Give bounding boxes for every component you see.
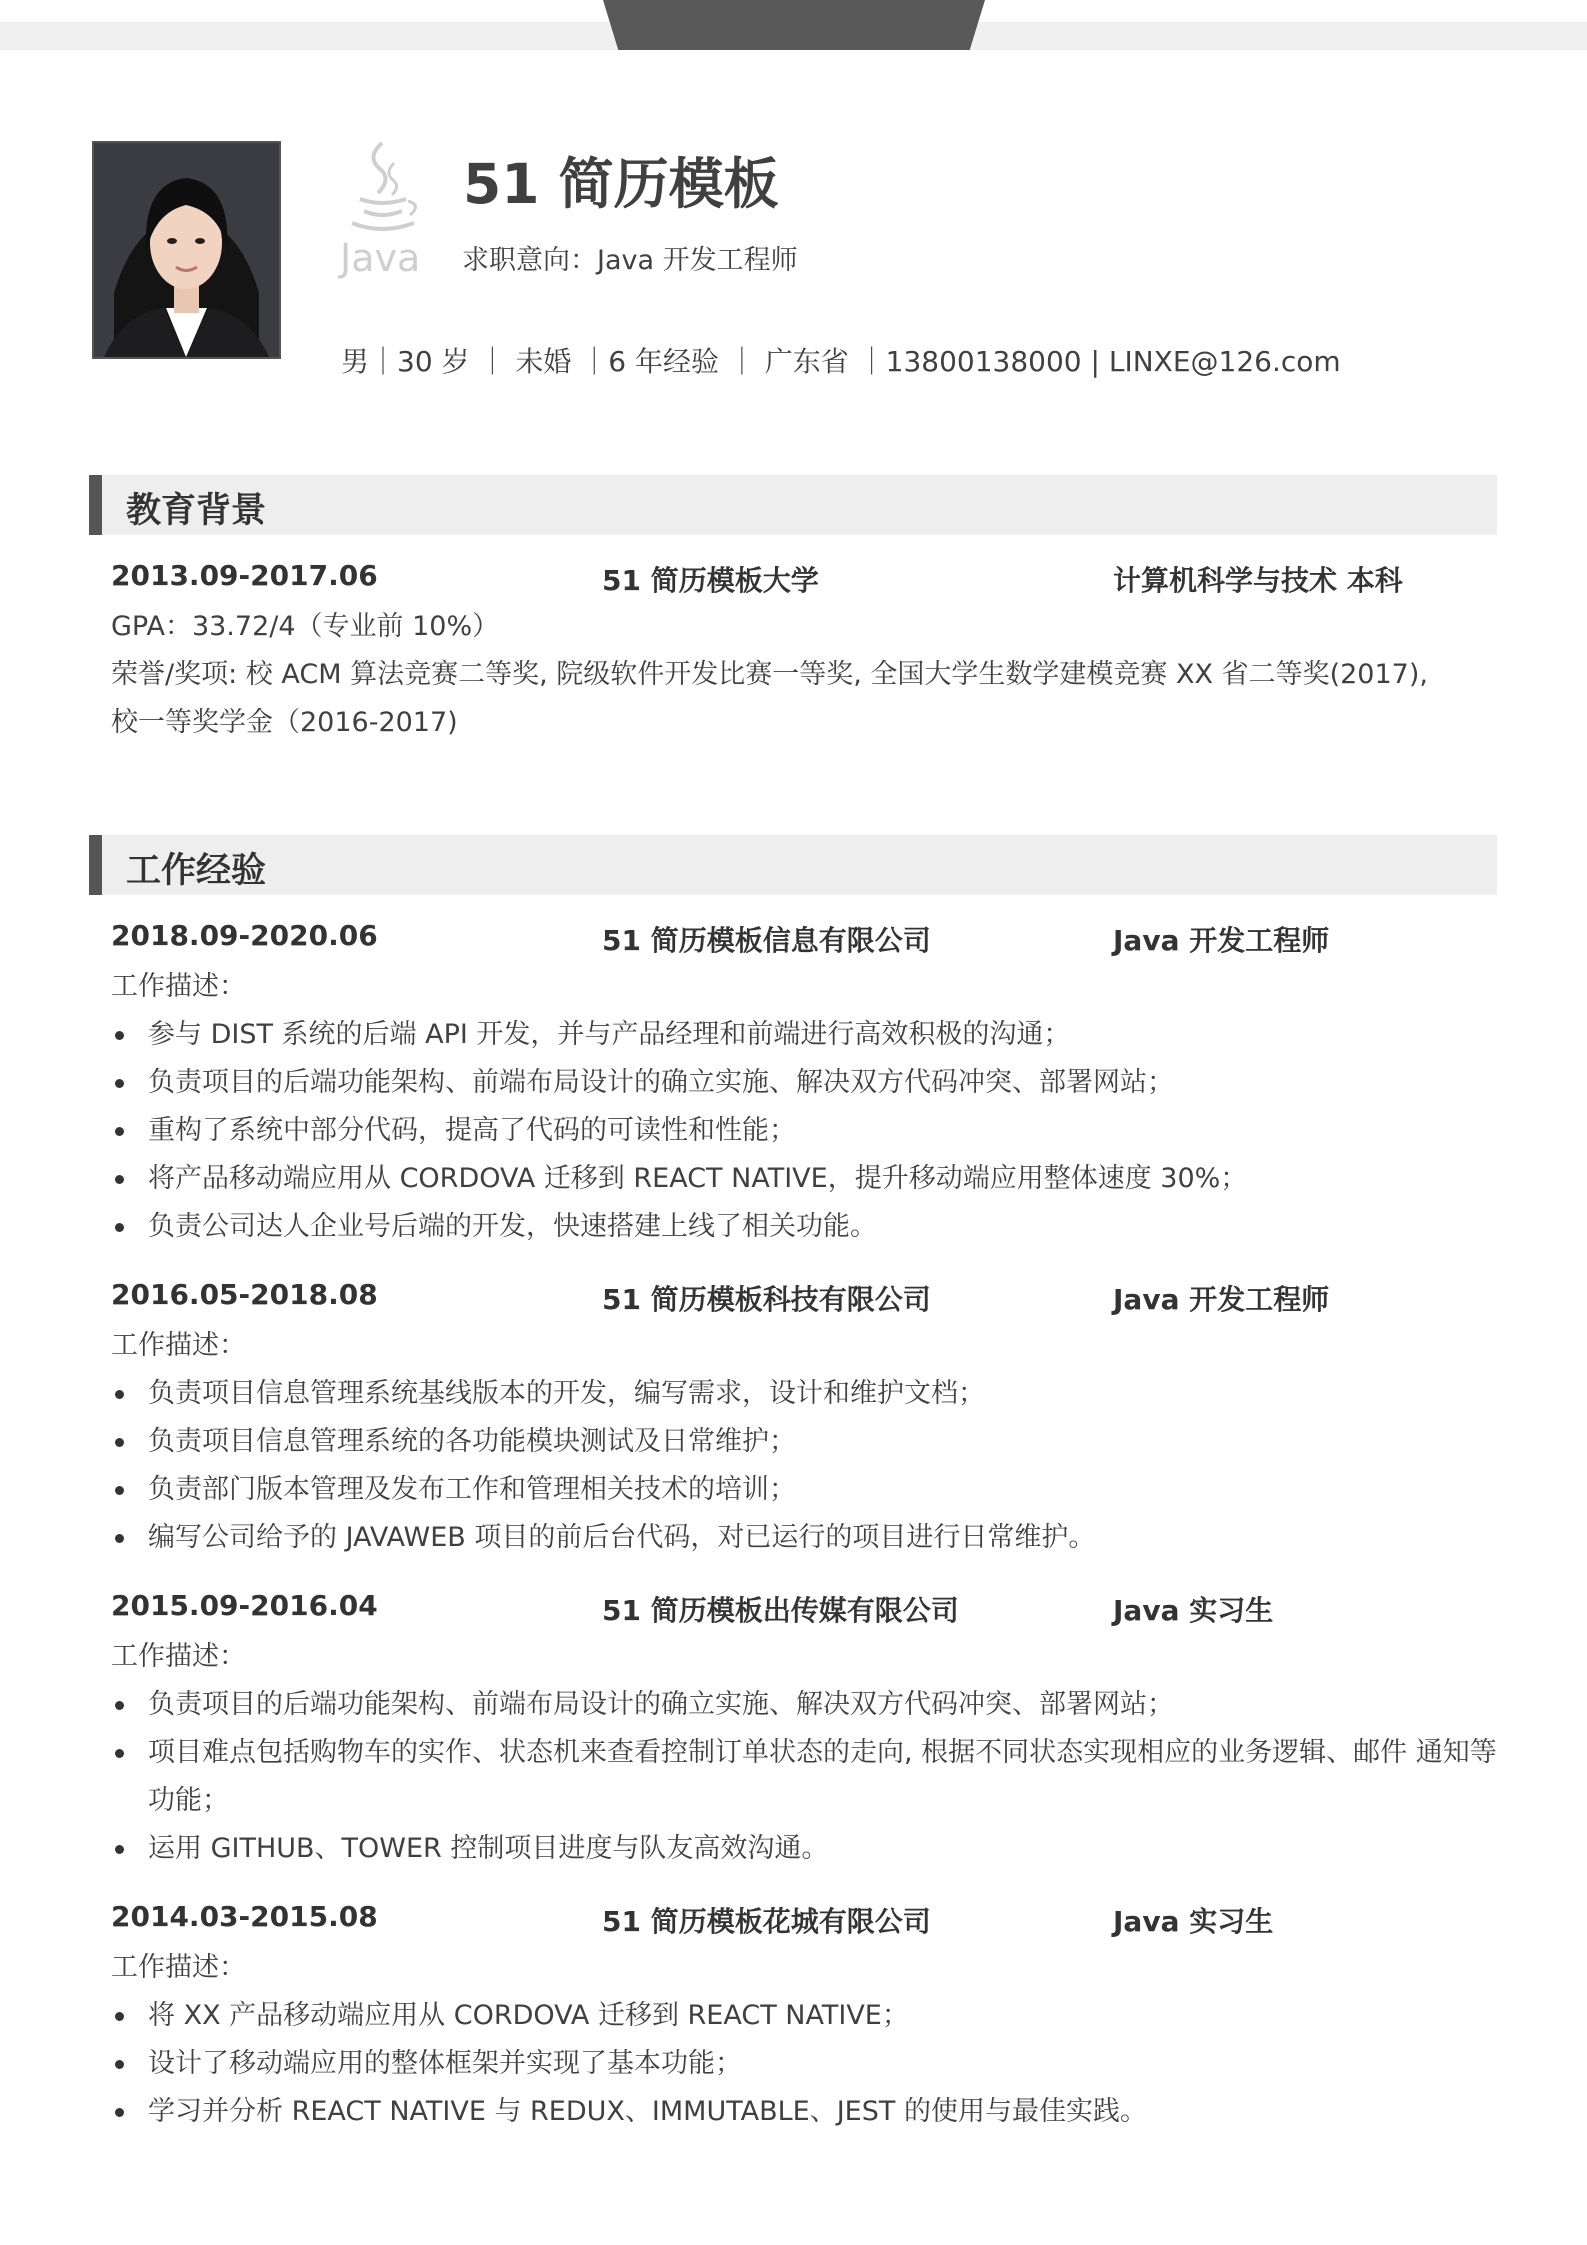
work-section-header: [89, 835, 1497, 895]
section-title: 教育背景: [126, 491, 267, 531]
edu-honors-line2: 校一等奖学金（2016-2017): [111, 707, 458, 738]
java-logo: [336, 135, 428, 280]
job-role: Java 开发工程师: [1113, 1283, 1330, 1316]
list-item: 学习并分析 REACT NATIVE 与 REDUX、IMMUTABLE、JEST 的使用与最佳实践。: [111, 2088, 1501, 2136]
job-role: Java 实习生: [1113, 1594, 1274, 1627]
list-item: 负责项目的后端功能架构、前端布局设计的确立实施、解决双方代码冲突、部署网站；: [111, 1059, 1501, 1107]
list-item: 负责项目信息管理系统基线版本的开发，编写需求，设计和维护文档；: [111, 1370, 1501, 1418]
list-item: 负责公司达人企业号后端的开发，快速搭建上线了相关功能。: [111, 1203, 1501, 1251]
job-date: 2018.09-2020.06: [111, 919, 378, 952]
education-section-header: [89, 475, 1497, 535]
edu-honors-line1: 荣誉/奖项: 校 ACM 算法竞赛二等奖, 院级软件开发比赛一等奖, 全国大学生数学建模竞赛 XX 省二等奖(2017),: [111, 659, 1428, 690]
list-item: 负责项目信息管理系统的各功能模块测试及日常维护；: [111, 1418, 1501, 1466]
profile-photo: [92, 141, 281, 359]
section-bar: [89, 475, 102, 535]
list-item: 运用 GITHUB、TOWER 控制项目进度与队友高效沟通。: [111, 1825, 1501, 1873]
job-company: 51 简历模板花城有限公司: [602, 1905, 931, 1938]
job-intent: 求职意向：Java 开发工程师: [462, 245, 798, 276]
job-company: 51 简历模板出传媒有限公司: [602, 1594, 959, 1627]
job-bullets: [111, 1370, 1501, 1562]
list-item: 将 XX 产品移动端应用从 CORDOVA 迁移到 REACT NATIVE；: [111, 1992, 1501, 2040]
job-date: 2016.05-2018.08: [111, 1278, 378, 1311]
job-bullets: [111, 1011, 1501, 1251]
job-desc-label: 工作描述：: [111, 971, 246, 1002]
section-bar: [89, 835, 102, 895]
job-role: Java 开发工程师: [1113, 924, 1330, 957]
edu-major: 计算机科学与技术 本科: [1113, 564, 1403, 597]
top-decor-tab: [603, 0, 985, 50]
job-bullets: [111, 1681, 1501, 1873]
job-desc-label: 工作描述：: [111, 1330, 246, 1361]
list-item: 参与 DIST 系统的后端 API 开发，并与产品经理和前端进行高效积极的沟通；: [111, 1011, 1501, 1059]
edu-school: 51 简历模板大学: [602, 564, 819, 597]
list-item: 重构了系统中部分代码，提高了代码的可读性和性能；: [111, 1107, 1501, 1155]
job-company: 51 简历模板信息有限公司: [602, 924, 931, 957]
job-bullets: [111, 1992, 1501, 2136]
job-date: 2015.09-2016.04: [111, 1589, 378, 1622]
edu-date: 2013.09-2017.06: [111, 559, 378, 592]
list-item: 负责部门版本管理及发布工作和管理相关技术的培训；: [111, 1466, 1501, 1514]
edu-gpa: GPA：33.72/4（专业前 10%）: [111, 611, 500, 642]
personal-info: 男｜30 岁 ｜ 未婚 ｜6 年经验 ｜ 广东省 ｜13800138000 | LINXE@126.com: [341, 345, 1341, 378]
list-item: 设计了移动端应用的整体框架并实现了基本功能；: [111, 2040, 1501, 2088]
list-item: 项目难点包括购物车的实作、状态机来查看控制订单状态的走向, 根据不同状态实现相应的业务逻辑、邮件 通知等功能；: [111, 1729, 1501, 1825]
list-item: 将产品移动端应用从 CORDOVA 迁移到 REACT NATIVE，提升移动端应用整体速度 30%；: [111, 1155, 1501, 1203]
job-role: Java 实习生: [1113, 1905, 1274, 1938]
job-company: 51 简历模板科技有限公司: [602, 1283, 931, 1316]
job-desc-label: 工作描述：: [111, 1952, 246, 1983]
job-date: 2014.03-2015.08: [111, 1900, 378, 1933]
section-title: 工作经验: [126, 851, 267, 891]
resume-name: 51 简历模板: [463, 152, 779, 216]
job-desc-label: 工作描述：: [111, 1641, 246, 1672]
list-item: 负责项目的后端功能架构、前端布局设计的确立实施、解决双方代码冲突、部署网站；: [111, 1681, 1501, 1729]
java-logo-text: Java: [340, 236, 421, 280]
list-item: 编写公司给予的 JAVAWEB 项目的前后台代码，对已运行的项目进行日常维护。: [111, 1514, 1501, 1562]
